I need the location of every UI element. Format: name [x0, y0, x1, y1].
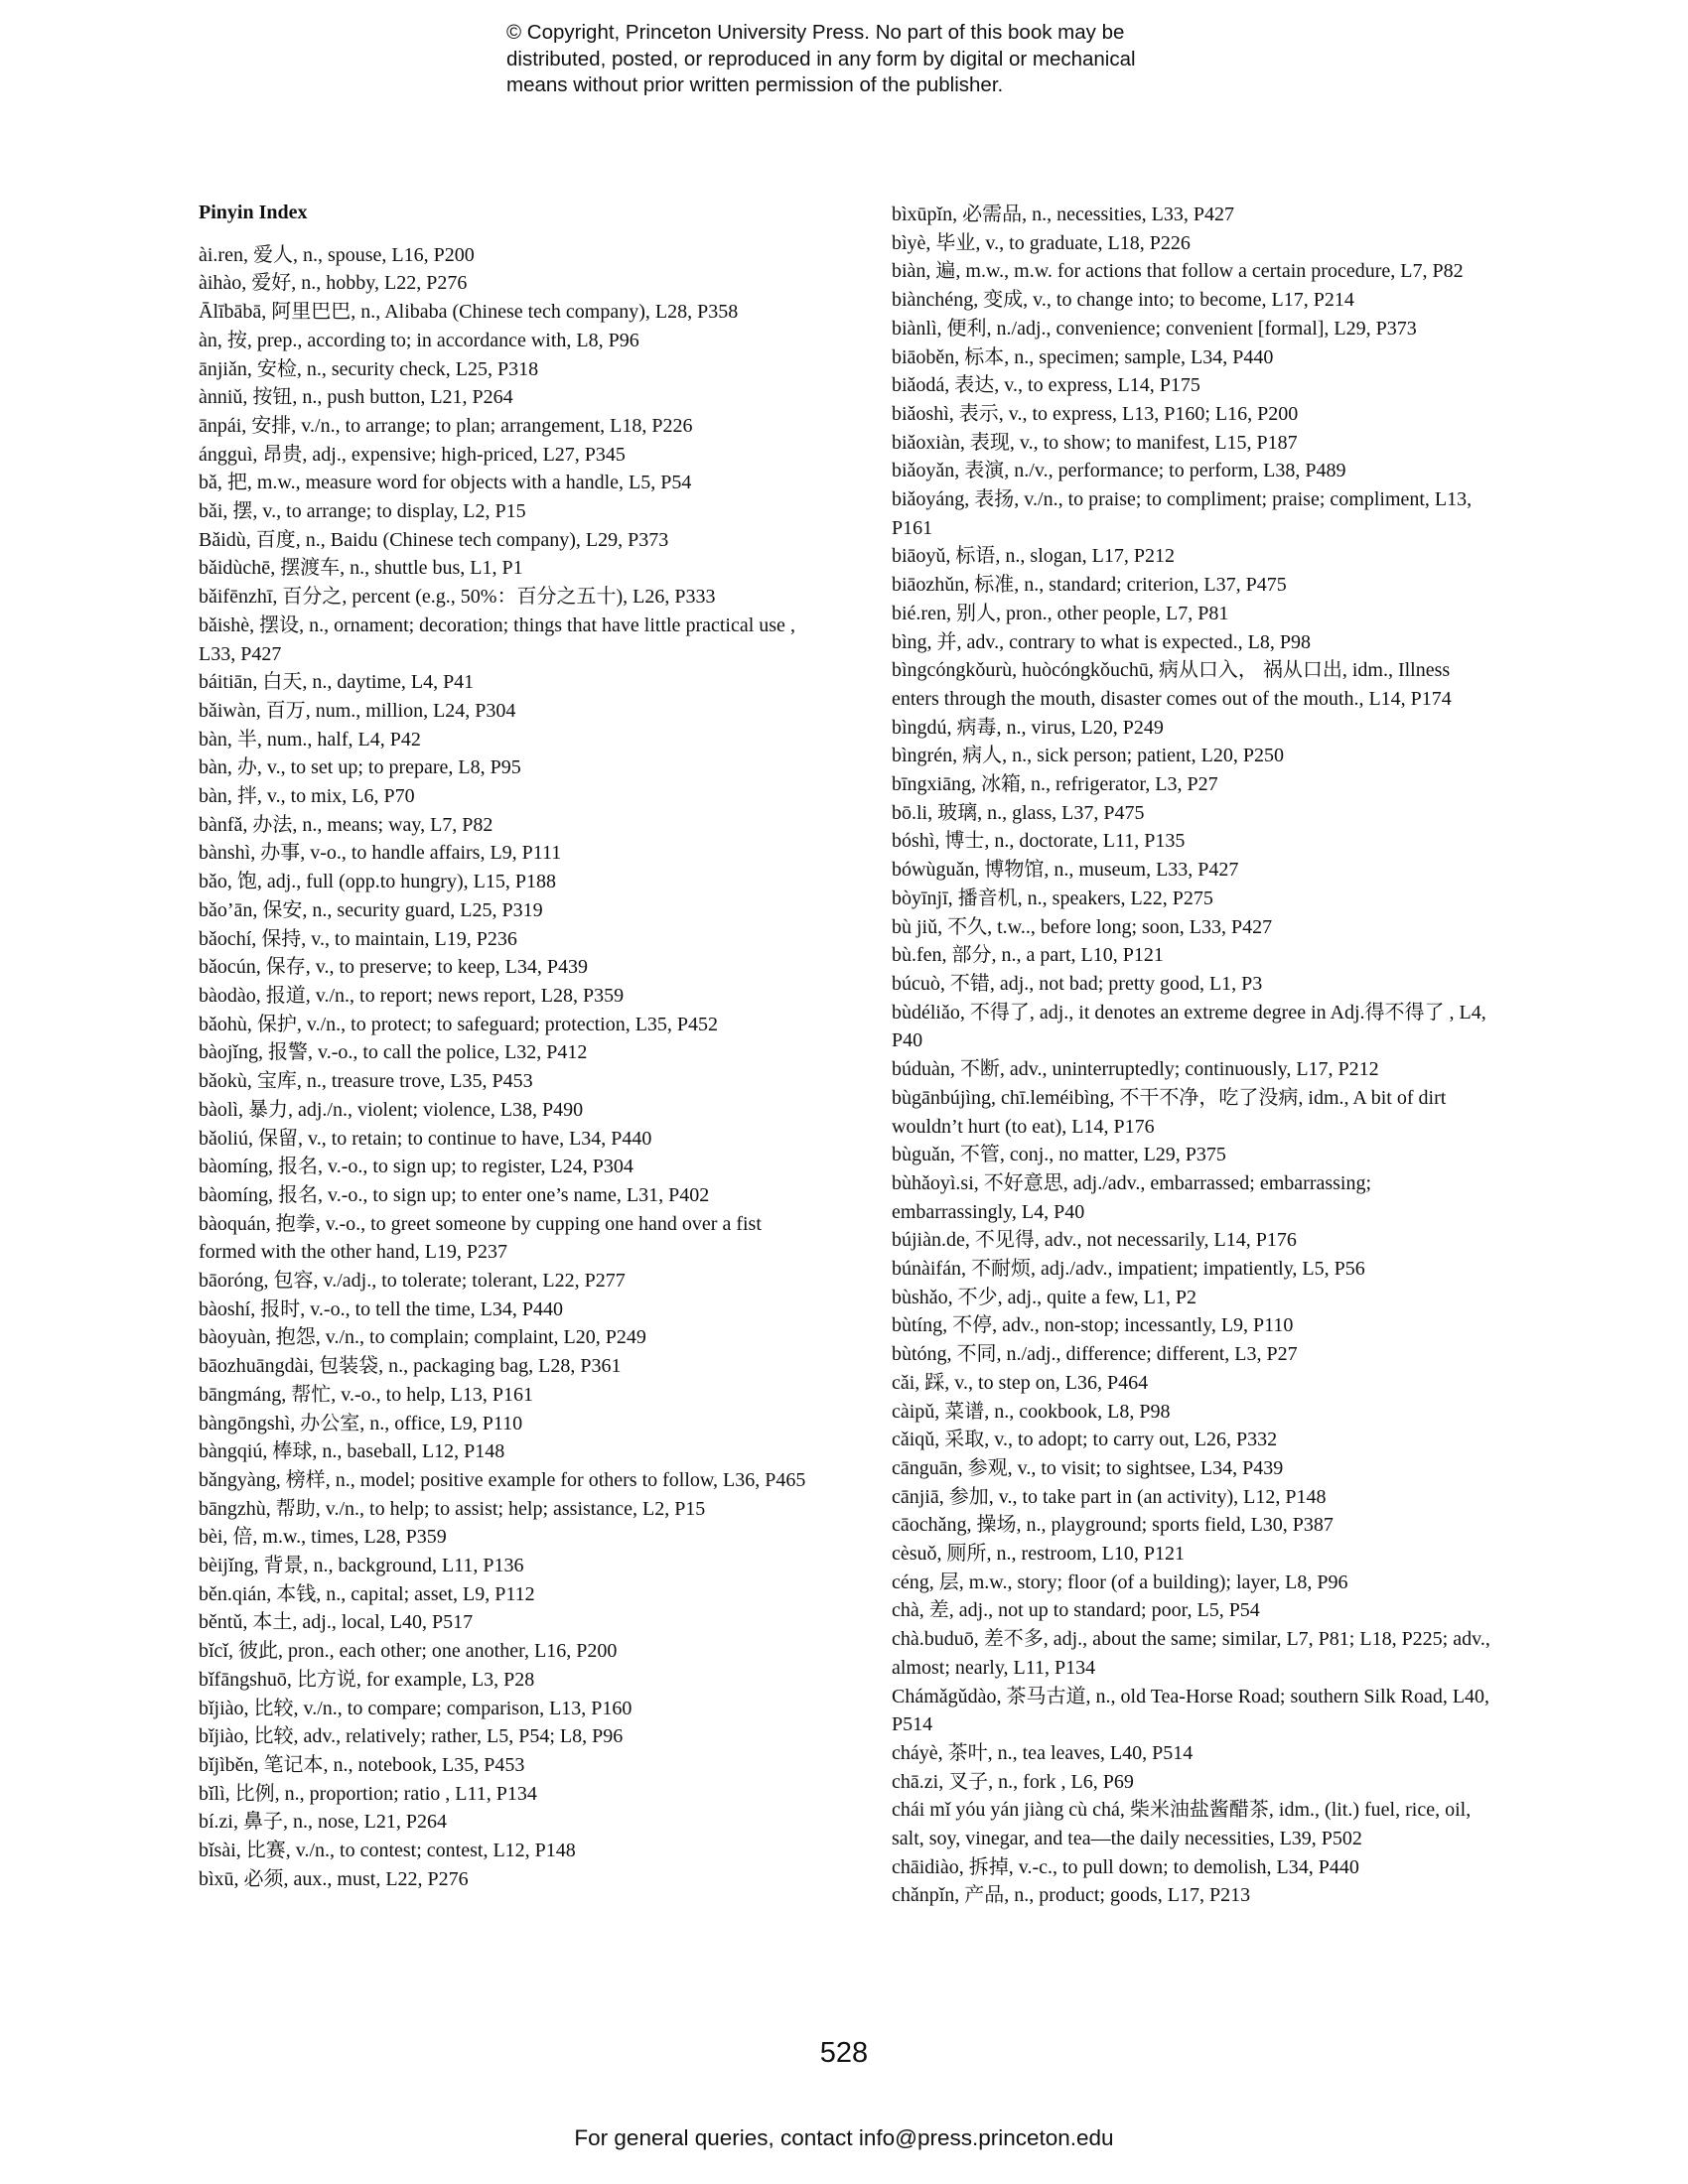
- index-entry: bàn, 半, num., half, L4, P42: [199, 728, 421, 751]
- index-entry: bǐjiào, 比较, adv., relatively; rather, L5, P54; L8, P96: [199, 1725, 624, 1748]
- index-entry: ànniǔ, 按钮, n., push button, L21, P264: [199, 386, 513, 409]
- index-entry: bàngqiú, 棒球, n., baseball, L12, P148: [199, 1440, 505, 1463]
- index-entry: bǎo’ān, 保安, n., security guard, L25, P319: [199, 898, 543, 921]
- index-entry: cānjiā, 参加, v., to take part in (an activity), L12, P148: [892, 1485, 1327, 1508]
- index-entry: cèsuǒ, 厕所, n., restroom, L10, P121: [892, 1543, 1185, 1566]
- footer-contact: For general queries, contact info@press.princeton.edu: [574, 2125, 1114, 2150]
- index-entry: biànchéng, 变成, v., to change into; to become, L17, P214: [892, 289, 1354, 312]
- index-entry: běn.qián, 本钱, n., capital; asset, L9, P112: [199, 1582, 535, 1605]
- index-entry: búnàifán, 不耐烦, adj./adv., impatient; impatiently, L5, P56: [892, 1258, 1365, 1281]
- index-entry: bǐjiào, 比较, v./n., to compare; comparison, L13, P160: [199, 1697, 633, 1719]
- index-entry: cǎi, 踩, v., to step on, L36, P464: [892, 1371, 1149, 1394]
- index-entry: bàngōngshì, 办公室, n., office, L9, P110: [199, 1412, 523, 1434]
- index-entry: bīngxiāng, 冰箱, n., refrigerator, L3, P27: [892, 773, 1218, 796]
- index-entry: bùguǎn, 不管, conj., no matter, L29, P375: [892, 1144, 1226, 1166]
- index-entry: bǎifēnzhī, 百分之, percent (e.g., 50%：百分之五十), L26, P333: [199, 586, 716, 609]
- index-entry: bìngdú, 病毒, n., virus, L20, P249: [892, 716, 1164, 739]
- index-entry: bǎohù, 保护, v./n., to protect; to safeguard; protection, L35, P452: [199, 1013, 719, 1035]
- index-entry: bìng, 并, adv., contrary to what is expected., L8, P98: [892, 630, 1311, 653]
- index-entry: bǎo, 饱, adj., full (opp.to hungry), L15, P188: [199, 871, 556, 893]
- index-title: Pinyin Index: [199, 202, 308, 223]
- index-entry: bāozhuāngdài, 包装袋, n., packaging bag, L28, P361: [199, 1355, 622, 1378]
- index-entry: bówùguǎn, 博物馆, n., museum, L33, P427: [892, 859, 1239, 882]
- index-entry: bànshì, 办事, v-o., to handle affairs, L9, P111: [199, 842, 562, 865]
- index-entry: chā.zi, 叉子, n., fork , L6, P69: [892, 1770, 1134, 1793]
- index-entry: cǎiqǔ, 采取, v., to adopt; to carry out, L26, P332: [892, 1429, 1278, 1451]
- index-entry: chà, 差, adj., not up to standard; poor, L5, P54: [892, 1599, 1260, 1622]
- index-entry: Chámǎgǔdào, 茶马古道, n., old Tea-Horse Road; southern Silk Road, L40, P514: [892, 1685, 1490, 1736]
- index-entry: ānjiǎn, 安检, n., security check, L25, P318: [199, 357, 539, 380]
- index-entry: bìngcóngkǒurù, huòcóngkǒuchū, 病从口入， 祸从口出, idm., Illness enters through the mouth, disaster comes out of the mouth., L14, P174: [892, 659, 1452, 710]
- index-entry: biāoyǔ, 标语, n., slogan, L17, P212: [892, 545, 1175, 568]
- copyright-line: means without prior written permission of the publisher.: [506, 73, 1004, 96]
- index-entry: Bǎidù, 百度, n., Baidu (Chinese tech company), L29, P373: [199, 528, 669, 551]
- index-entry: bèi, 倍, m.w., times, L28, P359: [199, 1526, 447, 1549]
- copyright-notice: [506, 20, 1201, 99]
- index-entry: àihào, 爱好, n., hobby, L22, P276: [199, 272, 468, 295]
- index-entry: bǎ, 把, m.w., measure word for objects with a handle, L5, P54: [199, 472, 692, 494]
- index-entry: bèijǐng, 背景, n., background, L11, P136: [199, 1555, 524, 1577]
- index-entry: biāozhǔn, 标准, n., standard; criterion, L37, P475: [892, 574, 1287, 597]
- index-entry: bāngzhù, 帮助, v./n., to help; to assist; help; assistance, L2, P15: [199, 1497, 706, 1520]
- index-entry: bùtíng, 不停, adv., non-stop; incessantly, L9, P110: [892, 1314, 1294, 1337]
- index-entry: àn, 按, prep., according to; in accordance with, L8, P96: [199, 329, 639, 351]
- index-entry: bāngmáng, 帮忙, v.-o., to help, L13, P161: [199, 1383, 534, 1406]
- index-entry: bìxūpǐn, 必需品, n., necessities, L33, P427: [892, 204, 1234, 225]
- index-entry: bō.li, 玻璃, n., glass, L37, P475: [892, 801, 1145, 824]
- copyright-line: distributed, posted, or reproduced in any form by digital or mechanical: [506, 47, 1136, 70]
- index-entry: bǎoliú, 保留, v., to retain; to continue to have, L34, P440: [199, 1127, 652, 1150]
- index-entry: bàoquán, 抱拳, v.-o., to greet someone by cupping one hand over a fist formed with the other hand, L19, P237: [199, 1212, 762, 1264]
- index-entry: biàn, 遍, m.w., m.w. for actions that follow a certain procedure, L7, P82: [892, 260, 1464, 283]
- index-entry: bǎishè, 摆设, n., ornament; decoration; things that have little practical use , L33, P427: [199, 614, 795, 665]
- index-entry: bǐjìběn, 笔记本, n., notebook, L35, P453: [199, 1753, 525, 1776]
- index-entry: biǎoyǎn, 表演, n./v., performance; to perform, L38, P489: [892, 460, 1346, 482]
- index-entry: bùhǎoyì.si, 不好意思, adj./adv., embarrassed; embarrassing; embarrassingly, L4, P40: [892, 1171, 1372, 1223]
- index-entry: biāoběn, 标本, n., specimen; sample, L34, P440: [892, 345, 1274, 368]
- index-entry: chái mǐ yóu yán jiàng cù chá, 柴米油盐酱醋茶, idm., (lit.) fuel, rice, oil, salt, soy, vinegar, and tea—the daily necessities, L39, P502: [892, 1799, 1472, 1850]
- index-entry: bàolì, 暴力, adj./n., violent; violence, L38, P490: [199, 1098, 584, 1121]
- index-column-left: [199, 199, 814, 1893]
- index-entry: bǎochí, 保持, v., to maintain, L19, P236: [199, 927, 517, 950]
- index-entry: bùshǎo, 不少, adj., quite a few, L1, P2: [892, 1286, 1196, 1308]
- index-entry: bǎokù, 宝库, n., treasure trove, L35, P453: [199, 1070, 533, 1093]
- index-entry: bàn, 拌, v., to mix, L6, P70: [199, 785, 415, 808]
- index-entry: biǎoshì, 表示, v., to express, L13, P160; L16, P200: [892, 402, 1299, 425]
- index-entry: bóshì, 博士, n., doctorate, L11, P135: [892, 830, 1186, 853]
- index-entry: biǎodá, 表达, v., to express, L14, P175: [892, 374, 1200, 397]
- index-entry: bàn, 办, v., to set up; to prepare, L8, P95: [199, 756, 521, 779]
- index-entry: búduàn, 不断, adv., uninterruptedly; continuously, L17, P212: [892, 1058, 1379, 1081]
- index-entry: bànfǎ, 办法, n., means; way, L7, P82: [199, 813, 493, 836]
- index-entry: báitiān, 白天, n., daytime, L4, P41: [199, 671, 475, 694]
- index-entry: ānpái, 安排, v./n., to arrange; to plan; arrangement, L18, P226: [199, 414, 693, 437]
- index-entry: céng, 层, m.w., story; floor (of a building); layer, L8, P96: [892, 1570, 1348, 1593]
- index-column-right: [892, 201, 1499, 1910]
- index-entry: càipǔ, 菜谱, n., cookbook, L8, P98: [892, 1400, 1171, 1423]
- index-entry: bí.zi, 鼻子, n., nose, L21, P264: [199, 1811, 447, 1834]
- index-entry: bǐlì, 比例, n., proportion; ratio , L11, P134: [199, 1782, 537, 1805]
- page-number: 528: [819, 2037, 869, 2069]
- index-entry: bìngrén, 病人, n., sick person; patient, L20, P250: [892, 745, 1284, 767]
- index-entry: bàoyuàn, 抱怨, v./n., to complain; complaint, L20, P249: [199, 1326, 646, 1349]
- index-entry: chǎnpǐn, 产品, n., product; goods, L17, P213: [892, 1884, 1251, 1907]
- index-entry: cháyè, 茶叶, n., tea leaves, L40, P514: [892, 1741, 1194, 1764]
- index-entry: běntǔ, 本土, adj., local, L40, P517: [199, 1611, 474, 1634]
- index-entry: bié.ren, 别人, pron., other people, L7, P81: [892, 602, 1229, 624]
- index-entry: bùtóng, 不同, n./adj., difference; different, L3, P27: [892, 1343, 1298, 1366]
- index-entry: biǎoxiàn, 表现, v., to show; to manifest, L15, P187: [892, 431, 1298, 454]
- index-entry: chāidiào, 拆掉, v.-c., to pull down; to demolish, L34, P440: [892, 1855, 1359, 1878]
- index-entry: bǎi, 摆, v., to arrange; to display, L2, P15: [199, 500, 526, 523]
- index-entry: bàomíng, 报名, v.-o., to sign up; to enter one’s name, L31, P402: [199, 1183, 710, 1206]
- index-entry: bāoróng, 包容, v./adj., to tolerate; tolerant, L22, P277: [199, 1270, 626, 1293]
- copyright-line: © Copyright, Princeton University Press. No part of this book may be: [506, 21, 1125, 44]
- index-entry: bìxū, 必须, aux., must, L22, P276: [199, 1867, 469, 1890]
- index-entry: búcuò, 不错, adj., not bad; pretty good, L1, P3: [892, 972, 1263, 995]
- index-entry: Ālībābā, 阿里巴巴, n., Alibaba (Chinese tech company), L28, P358: [199, 301, 739, 324]
- index-entry: biǎoyáng, 表扬, v./n., to praise; to compliment; praise; compliment, L13, P161: [892, 488, 1473, 539]
- index-entry: chà.buduō, 差不多, adj., about the same; similar, L7, P81; L18, P225; adv., almost; nearly, L11, P134: [892, 1628, 1490, 1679]
- index-entry: bújiàn.de, 不见得, adv., not necessarily, L14, P176: [892, 1229, 1297, 1252]
- index-entry: biànlì, 便利, n./adj., convenience; convenient [formal], L29, P373: [892, 317, 1417, 340]
- index-entry: ángguì, 昂贵, adj., expensive; high-priced, L27, P345: [199, 443, 626, 466]
- index-entry: bìyè, 毕业, v., to graduate, L18, P226: [892, 231, 1191, 254]
- index-entry: bǎiwàn, 百万, num., million, L24, P304: [199, 699, 516, 722]
- index-entry: bùdéliǎo, 不得了, adj., it denotes an extreme degree in Adj.得不得了 , L4, P40: [892, 1001, 1486, 1052]
- index-entry: bàoshí, 报时, v.-o., to tell the time, L34, P440: [199, 1297, 564, 1320]
- index-entry: bàomíng, 报名, v.-o., to sign up; to register, L24, P304: [199, 1156, 633, 1178]
- index-entry: bǐsài, 比赛, v./n., to contest; contest, L12, P148: [199, 1840, 576, 1862]
- index-entry: bǎngyàng, 榜样, n., model; positive example for others to follow, L36, P465: [199, 1468, 806, 1491]
- index-entry: bǎidùchē, 摆渡车, n., shuttle bus, L1, P1: [199, 557, 523, 580]
- index-entry: bàojǐng, 报警, v.-o., to call the police, L32, P412: [199, 1041, 588, 1064]
- index-entry: bǐfāngshuō, 比方说, for example, L3, P28: [199, 1668, 535, 1691]
- index-entry: bùgānbújìng, chī.leméibìng, 不干不净，吃了没病, idm., A bit of dirt wouldn’t hurt (to eat), L14, P176: [892, 1086, 1447, 1138]
- index-entry: bòyīnjī, 播音机, n., speakers, L22, P275: [892, 887, 1213, 909]
- index-entry: ài.ren, 爱人, n., spouse, L16, P200: [199, 243, 475, 266]
- index-entry: bǐcǐ, 彼此, pron., each other; one another, L16, P200: [199, 1640, 618, 1663]
- index-entry: cāochǎng, 操场, n., playground; sports field, L30, P387: [892, 1514, 1334, 1537]
- index-entry: bàodào, 报道, v./n., to report; news report, L28, P359: [199, 984, 625, 1007]
- index-entry: cānguān, 参观, v., to visit; to sightsee, L34, P439: [892, 1456, 1284, 1479]
- index-entry: bù jiǔ, 不久, t.w.., before long; soon, L33, P427: [892, 915, 1273, 938]
- index-entry: bù.fen, 部分, n., a part, L10, P121: [892, 944, 1164, 967]
- index-entry: bǎocún, 保存, v., to preserve; to keep, L34, P439: [199, 956, 588, 979]
